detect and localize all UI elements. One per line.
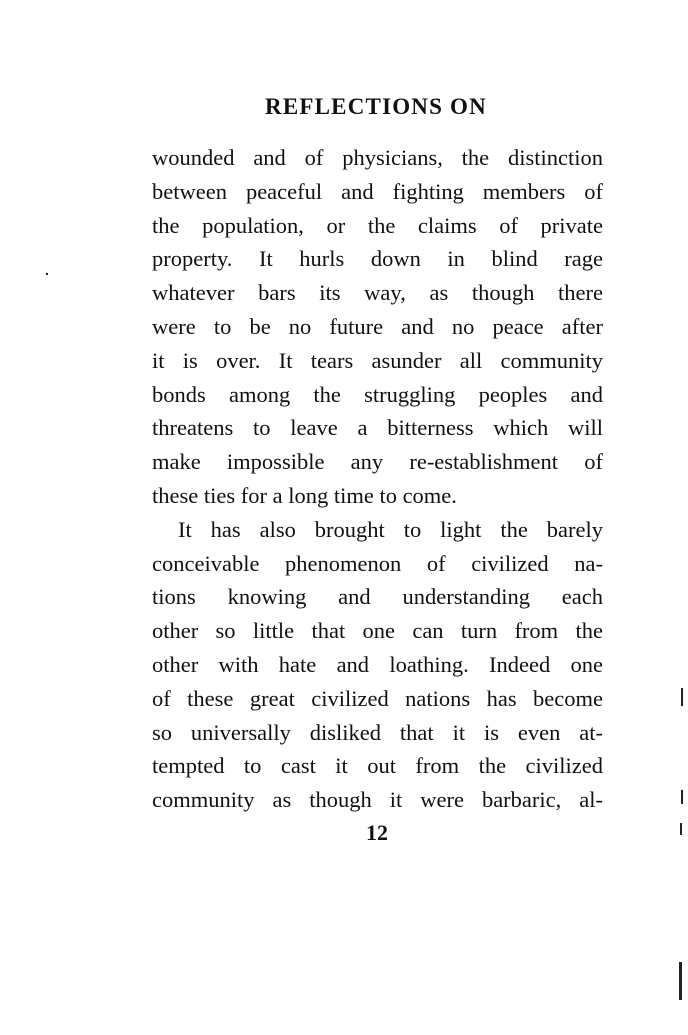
text-line: it is over. It tears asunder all community [152, 347, 603, 373]
text-line: conceivable phenomenon of civilized na- [152, 550, 603, 576]
paragraph-1 [152, 141, 603, 513]
text-line: make impossible any re-establishment of [152, 449, 603, 475]
text-line: the population, or the claims of private [152, 212, 603, 238]
paragraph-2 [152, 513, 603, 817]
text-line: tions knowing and understanding each [152, 584, 603, 610]
scan-edge-mark [680, 823, 682, 835]
text-line: threatens to leave a bitterness which will [152, 415, 603, 441]
text-line: property. It hurls down in blind rage [152, 246, 603, 272]
text-line: so universally disliked that it is even at- [152, 719, 603, 745]
body-text [152, 141, 603, 817]
scan-edge-mark [679, 962, 682, 1000]
text-line: of these great civilized nations has become [152, 685, 603, 711]
scan-edge-mark [681, 688, 683, 706]
text-line: these ties for a long time to come. [152, 482, 457, 508]
text-line: whatever bars its way, as though there [152, 280, 603, 306]
text-line: wounded and of physicians, the distinction [152, 145, 603, 170]
running-head: REFLECTIONS ON [265, 94, 487, 119]
text-line: bonds among the struggling peoples and [152, 381, 603, 407]
text-line: other with hate and loathing. Indeed one [152, 651, 603, 677]
text-line: It has also brought to light the barely [178, 516, 603, 542]
text-line: between peaceful and fighting members of [152, 178, 603, 204]
text-line: community as though it were barbaric, al- [152, 787, 603, 813]
text-line: other so little that one can turn from the [152, 618, 603, 644]
text-line: tempted to cast it out from the civilized [152, 753, 603, 779]
page-number: 12 [366, 820, 388, 845]
scan-edge-mark [681, 790, 683, 804]
scan-speck [46, 273, 48, 275]
text-line: were to be no future and no peace after [152, 313, 603, 339]
